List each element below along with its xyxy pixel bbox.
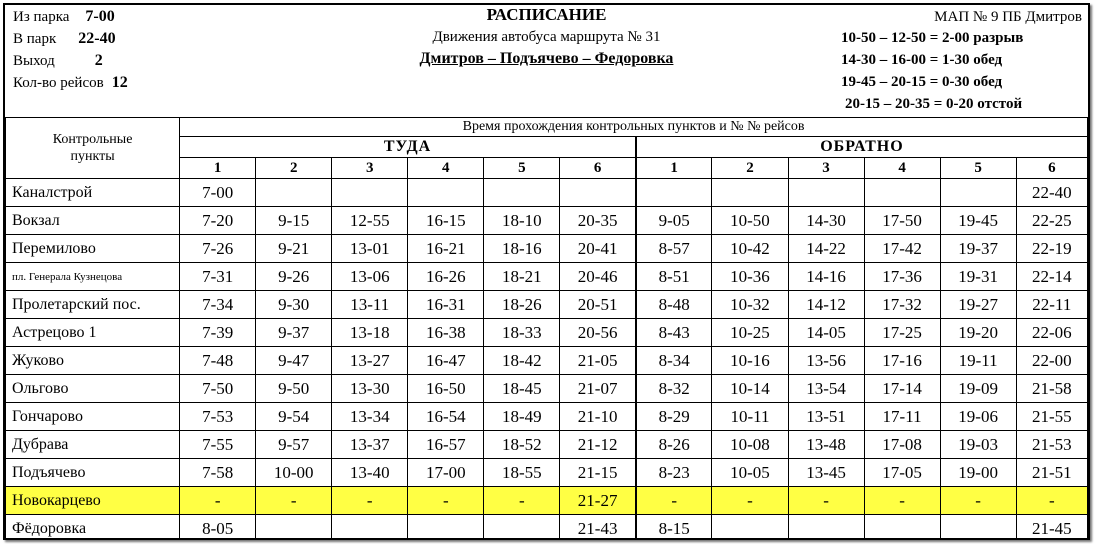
time-cell: 22-40 <box>1016 179 1087 207</box>
time-cell: 9-05 <box>636 207 712 235</box>
time-cell: - <box>180 487 256 515</box>
time-cell: 19-06 <box>940 403 1016 431</box>
time-cell: 13-01 <box>332 235 408 263</box>
time-cell: 17-50 <box>864 207 940 235</box>
time-cell: 16-47 <box>408 347 484 375</box>
trip-number: 3 <box>332 158 408 179</box>
time-cell: 10-32 <box>712 291 788 319</box>
time-cell: 18-10 <box>484 207 560 235</box>
trip-number: 3 <box>788 158 864 179</box>
time-cell: 16-50 <box>408 375 484 403</box>
time-cell <box>560 179 636 207</box>
trip-number: 6 <box>1016 158 1087 179</box>
time-cell: 14-22 <box>788 235 864 263</box>
time-cell: 19-31 <box>940 263 1016 291</box>
time-cell: 17-14 <box>864 375 940 403</box>
time-cell: 22-25 <box>1016 207 1087 235</box>
time-cell <box>940 179 1016 207</box>
time-cell: 19-27 <box>940 291 1016 319</box>
time-cell: 7-53 <box>180 403 256 431</box>
time-cell <box>940 515 1016 541</box>
time-cell: - <box>256 487 332 515</box>
stop-name: Новокарцево <box>6 487 180 515</box>
time-cell: 13-27 <box>332 347 408 375</box>
time-cell: 7-50 <box>180 375 256 403</box>
time-cell: 19-37 <box>940 235 1016 263</box>
time-cell: 7-34 <box>180 291 256 319</box>
time-cell: 20-35 <box>560 207 636 235</box>
time-cell: 13-30 <box>332 375 408 403</box>
time-cell: 9-54 <box>256 403 332 431</box>
time-cell: 18-55 <box>484 459 560 487</box>
time-cell: 17-25 <box>864 319 940 347</box>
time-cell <box>636 179 712 207</box>
page-title: РАСПИСАНИЕ <box>486 5 607 24</box>
time-cell: 18-26 <box>484 291 560 319</box>
time-cell: 17-00 <box>408 459 484 487</box>
time-cell: 14-16 <box>788 263 864 291</box>
time-cell: 22-11 <box>1016 291 1087 319</box>
timetable-body <box>6 179 1088 541</box>
time-cell <box>408 179 484 207</box>
time-cell: 13-37 <box>332 431 408 459</box>
time-cell: 21-51 <box>1016 459 1087 487</box>
time-cell <box>484 179 560 207</box>
table-row <box>6 515 1088 541</box>
time-cell: 18-42 <box>484 347 560 375</box>
stop-name: Ольгово <box>6 375 180 403</box>
layover-note: 20-15 – 20-35 = 0-20 отстой <box>845 96 1023 112</box>
time-cell: 14-12 <box>788 291 864 319</box>
time-cell: 10-05 <box>712 459 788 487</box>
table-row <box>6 375 1088 403</box>
time-cell: 7-26 <box>180 235 256 263</box>
trip-number: 2 <box>712 158 788 179</box>
trip-number: 6 <box>560 158 636 179</box>
exit-number: Выход 2 <box>13 52 103 69</box>
time-cell: - <box>712 487 788 515</box>
time-cell: 14-05 <box>788 319 864 347</box>
time-cell: 10-50 <box>712 207 788 235</box>
time-cell: 16-21 <box>408 235 484 263</box>
time-cell: - <box>484 487 560 515</box>
time-cell <box>256 179 332 207</box>
time-cell: 13-40 <box>332 459 408 487</box>
trip-number: 2 <box>256 158 332 179</box>
table-row <box>6 207 1088 235</box>
time-cell: 21-58 <box>1016 375 1087 403</box>
time-cell: 8-23 <box>636 459 712 487</box>
time-cell: 9-50 <box>256 375 332 403</box>
time-cell: 16-38 <box>408 319 484 347</box>
time-cell: 17-36 <box>864 263 940 291</box>
time-cell: 22-14 <box>1016 263 1087 291</box>
trip-count: Кол-во рейсов 12 <box>13 74 128 91</box>
time-cell: 22-19 <box>1016 235 1087 263</box>
time-cell <box>788 179 864 207</box>
stop-name: Гончарово <box>6 403 180 431</box>
time-cell: 19-09 <box>940 375 1016 403</box>
time-cell: 8-48 <box>636 291 712 319</box>
time-cell: 10-00 <box>256 459 332 487</box>
time-cell: - <box>408 487 484 515</box>
time-cell: 20-46 <box>560 263 636 291</box>
time-cell: 7-00 <box>180 179 256 207</box>
time-cell: 7-20 <box>180 207 256 235</box>
time-cell: 7-31 <box>180 263 256 291</box>
time-cell: 9-57 <box>256 431 332 459</box>
time-cell <box>256 515 332 541</box>
time-cell: 18-45 <box>484 375 560 403</box>
time-cell: - <box>940 487 1016 515</box>
trip-number: 4 <box>408 158 484 179</box>
time-cell: 14-30 <box>788 207 864 235</box>
time-cell: - <box>636 487 712 515</box>
time-cell: 18-33 <box>484 319 560 347</box>
time-cell: 22-06 <box>1016 319 1087 347</box>
time-cell: 21-43 <box>560 515 636 541</box>
timetable <box>5 117 1088 540</box>
stop-name: пл. Генерала Кузнецова <box>6 263 180 291</box>
stop-name: Жуково <box>6 347 180 375</box>
park-departure: Из парка 7-00 <box>13 8 115 25</box>
time-cell: 17-32 <box>864 291 940 319</box>
stop-name: Астрецово 1 <box>6 319 180 347</box>
time-cell: 7-48 <box>180 347 256 375</box>
time-cell: 20-41 <box>560 235 636 263</box>
time-cell <box>332 179 408 207</box>
time-cell: 18-21 <box>484 263 560 291</box>
time-cell <box>408 515 484 541</box>
trip-number: 1 <box>636 158 712 179</box>
time-cell: 13-18 <box>332 319 408 347</box>
time-cell: 7-55 <box>180 431 256 459</box>
stops-column-header: Контрольные пункты <box>6 118 180 179</box>
direction-back: ОБРАТНО <box>636 137 1088 158</box>
time-cell: 19-20 <box>940 319 1016 347</box>
lunch-note-2: 19-45 – 20-15 = 0-30 обед <box>841 74 1003 90</box>
break-note: 10-50 – 12-50 = 2-00 разрыв <box>841 30 1024 46</box>
route-name: Дмитров – Подъячево – Федоровка <box>419 50 674 67</box>
time-cell <box>788 515 864 541</box>
direction-there: ТУДА <box>180 137 636 158</box>
time-cell: 21-27 <box>560 487 636 515</box>
time-cell: 7-39 <box>180 319 256 347</box>
time-cell: 10-42 <box>712 235 788 263</box>
time-cell: 17-08 <box>864 431 940 459</box>
trip-number: 4 <box>864 158 940 179</box>
time-cell: 17-11 <box>864 403 940 431</box>
depot-name: МАП № 9 ПБ Дмитров <box>934 9 1082 25</box>
trip-number: 5 <box>940 158 1016 179</box>
schedule-header <box>5 5 1088 117</box>
time-cell: 22-00 <box>1016 347 1087 375</box>
time-cell: 8-26 <box>636 431 712 459</box>
park-return: В парк 22-40 <box>13 30 116 47</box>
stop-name: Фёдоровка <box>6 515 180 541</box>
table-row <box>6 459 1088 487</box>
time-cell: 16-26 <box>408 263 484 291</box>
time-cell <box>484 515 560 541</box>
time-cell: 20-51 <box>560 291 636 319</box>
time-cell: 21-45 <box>1016 515 1087 541</box>
time-cell: - <box>1016 487 1087 515</box>
time-cell: 13-48 <box>788 431 864 459</box>
time-cell <box>864 179 940 207</box>
trip-number: 1 <box>180 158 256 179</box>
time-cell: 8-43 <box>636 319 712 347</box>
time-cell: 13-11 <box>332 291 408 319</box>
time-cell: 21-05 <box>560 347 636 375</box>
time-cell: 21-53 <box>1016 431 1087 459</box>
time-cell: 10-08 <box>712 431 788 459</box>
table-caption: Время прохождения контрольных пунктов и № № рейсов <box>180 118 1088 137</box>
time-cell: 8-57 <box>636 235 712 263</box>
time-cell: 16-15 <box>408 207 484 235</box>
time-cell: 17-42 <box>864 235 940 263</box>
time-cell: 9-26 <box>256 263 332 291</box>
time-cell: 8-29 <box>636 403 712 431</box>
time-cell: 20-56 <box>560 319 636 347</box>
table-row <box>6 263 1088 291</box>
time-cell: 8-05 <box>180 515 256 541</box>
table-row <box>6 431 1088 459</box>
time-cell: 21-15 <box>560 459 636 487</box>
time-cell: 8-51 <box>636 263 712 291</box>
time-cell: 7-58 <box>180 459 256 487</box>
time-cell: 9-47 <box>256 347 332 375</box>
time-cell: 19-45 <box>940 207 1016 235</box>
time-cell: 8-34 <box>636 347 712 375</box>
time-cell: 19-03 <box>940 431 1016 459</box>
stop-name: Перемилово <box>6 235 180 263</box>
time-cell: 16-57 <box>408 431 484 459</box>
time-cell: 21-07 <box>560 375 636 403</box>
time-cell: 16-31 <box>408 291 484 319</box>
time-cell: 8-32 <box>636 375 712 403</box>
time-cell <box>712 515 788 541</box>
time-cell <box>332 515 408 541</box>
stop-name: Дубрава <box>6 431 180 459</box>
time-cell <box>712 179 788 207</box>
time-cell: 9-15 <box>256 207 332 235</box>
stop-name: Вокзал <box>6 207 180 235</box>
time-cell: 17-16 <box>864 347 940 375</box>
stop-name: Пролетарский пос. <box>6 291 180 319</box>
time-cell: 21-10 <box>560 403 636 431</box>
time-cell: 13-45 <box>788 459 864 487</box>
time-cell: 8-15 <box>636 515 712 541</box>
time-cell: 13-56 <box>788 347 864 375</box>
time-cell: 18-16 <box>484 235 560 263</box>
stop-name: Подъячево <box>6 459 180 487</box>
table-row <box>6 487 1088 515</box>
time-cell: 21-12 <box>560 431 636 459</box>
table-row <box>6 291 1088 319</box>
time-cell: 10-14 <box>712 375 788 403</box>
stop-name: Каналстрой <box>6 179 180 207</box>
time-cell: 17-05 <box>864 459 940 487</box>
time-cell: 13-34 <box>332 403 408 431</box>
table-row <box>6 319 1088 347</box>
time-cell: 10-36 <box>712 263 788 291</box>
time-cell: 19-00 <box>940 459 1016 487</box>
time-cell: 9-21 <box>256 235 332 263</box>
time-cell: 13-06 <box>332 263 408 291</box>
table-row <box>6 403 1088 431</box>
time-cell: 9-30 <box>256 291 332 319</box>
time-cell: - <box>864 487 940 515</box>
time-cell <box>864 515 940 541</box>
time-cell: - <box>788 487 864 515</box>
time-cell: 10-25 <box>712 319 788 347</box>
time-cell: 18-52 <box>484 431 560 459</box>
time-cell: 10-16 <box>712 347 788 375</box>
trip-number: 5 <box>484 158 560 179</box>
time-cell: 12-55 <box>332 207 408 235</box>
time-cell: 13-51 <box>788 403 864 431</box>
table-row <box>6 179 1088 207</box>
table-row <box>6 347 1088 375</box>
time-cell: 21-55 <box>1016 403 1087 431</box>
time-cell: 16-54 <box>408 403 484 431</box>
lunch-note-1: 14-30 – 16-00 = 1-30 обед <box>841 52 1003 68</box>
time-cell: 9-37 <box>256 319 332 347</box>
table-row <box>6 235 1088 263</box>
time-cell: - <box>332 487 408 515</box>
route-subtitle: Движения автобуса маршрута № 31 <box>432 29 661 45</box>
schedule-sheet <box>3 3 1090 540</box>
time-cell: 13-54 <box>788 375 864 403</box>
time-cell: 18-49 <box>484 403 560 431</box>
time-cell: 19-11 <box>940 347 1016 375</box>
time-cell: 10-11 <box>712 403 788 431</box>
